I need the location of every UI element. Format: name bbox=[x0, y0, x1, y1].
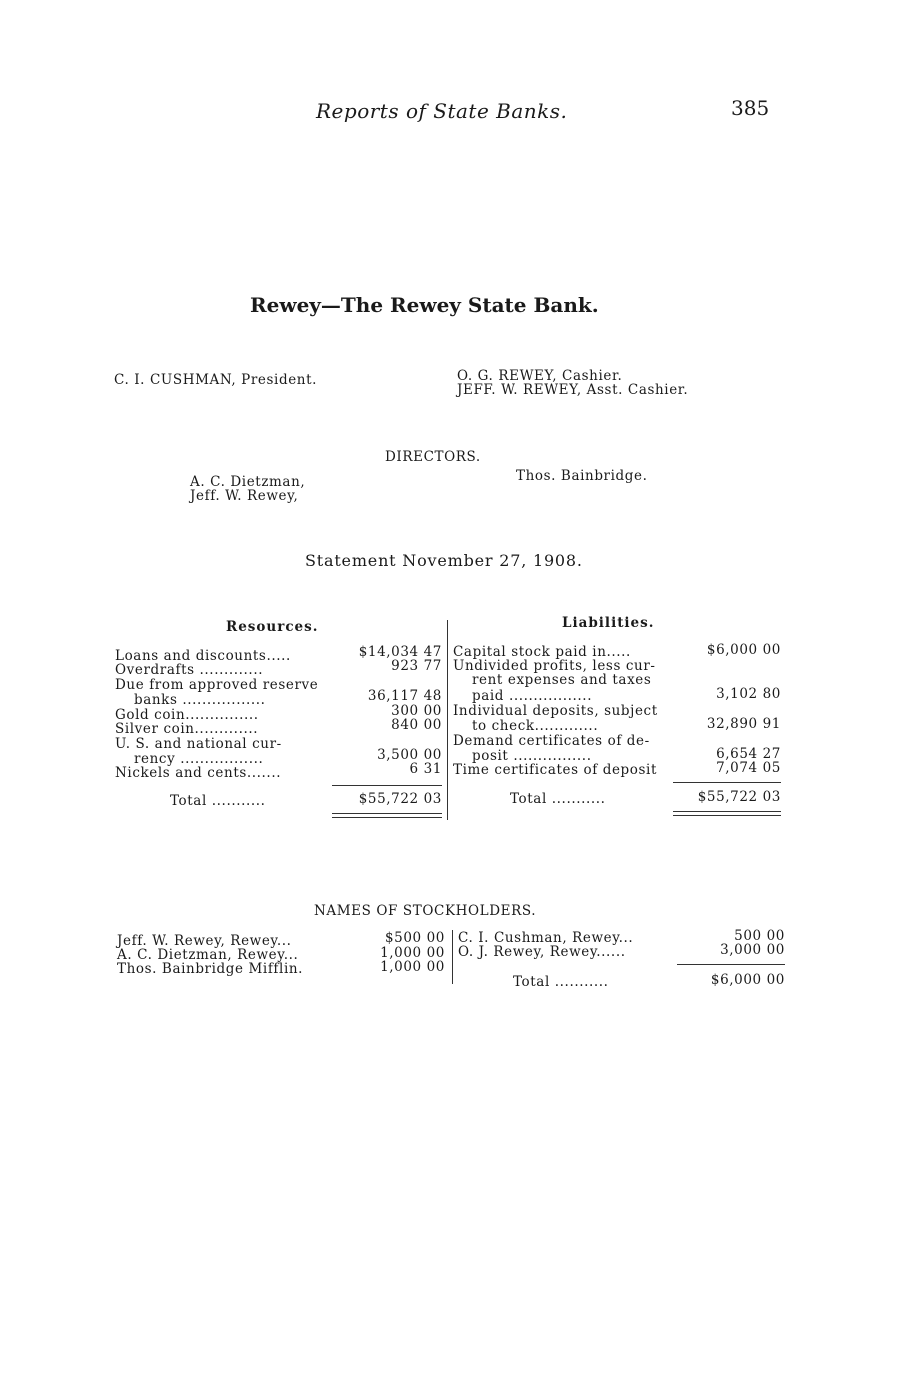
stockholder-name: Thos. Bainbridge Mifflin. bbox=[117, 961, 304, 977]
resource-amount: 36,117 48 bbox=[367, 688, 442, 704]
resource-label: banks ................. bbox=[134, 692, 266, 708]
liability-label: Demand certificates of de- bbox=[453, 733, 650, 749]
resource-amount: 840 00 bbox=[391, 717, 442, 733]
asst-cashier-line: JEFF. W. REWEY, Asst. Cashier. bbox=[457, 382, 689, 398]
director-name: Thos. Bainbridge. bbox=[516, 468, 648, 484]
liability-amount: 7,074 05 bbox=[716, 760, 781, 776]
stockholder-name: Jeff. W. Rewey, Rewey... bbox=[117, 933, 292, 949]
stockholders-subtotal-rule bbox=[677, 964, 785, 965]
director-name: A. C. Dietzman, bbox=[190, 474, 306, 490]
total-double-rule bbox=[673, 811, 781, 812]
stockholder-name: C. I. Cushman, Rewey... bbox=[458, 930, 634, 946]
liability-amount: 32,890 91 bbox=[706, 716, 781, 732]
stockholders-total-label: Total ........... bbox=[513, 974, 609, 990]
resource-label: Gold coin............... bbox=[115, 707, 259, 723]
resource-label: Due from approved reserve bbox=[115, 677, 319, 693]
director-name: Jeff. W. Rewey, bbox=[190, 488, 299, 504]
liability-label: Time certificates of deposit bbox=[453, 762, 657, 778]
total-double-rule bbox=[673, 815, 781, 816]
stockholder-amount: 3,000 00 bbox=[720, 942, 785, 958]
total-double-rule bbox=[332, 817, 442, 818]
liability-label: Individual deposits, subject bbox=[453, 703, 658, 719]
subtotal-rule bbox=[332, 785, 442, 786]
liability-label: rent expenses and taxes bbox=[472, 672, 652, 688]
total-double-rule bbox=[332, 813, 442, 814]
resource-label: Silver coin............. bbox=[115, 721, 259, 737]
liability-label: Capital stock paid in..... bbox=[453, 644, 631, 660]
subtotal-rule bbox=[673, 782, 781, 783]
running-title: Reports of State Banks. bbox=[316, 99, 568, 123]
stockholders-total-amount: $6,000 00 bbox=[710, 972, 785, 988]
cashier-line: O. G. REWEY, Cashier. bbox=[457, 368, 623, 384]
resource-amount: 6 31 bbox=[409, 761, 442, 777]
resource-label: rency ................. bbox=[134, 751, 264, 767]
liabilities-heading: Liabilities. bbox=[562, 615, 655, 631]
statement-heading: Statement November 27, 1908. bbox=[305, 551, 583, 570]
resource-amount: 923 77 bbox=[391, 658, 442, 674]
liability-label: paid ................. bbox=[472, 688, 593, 704]
resource-label: Overdrafts ............. bbox=[115, 662, 264, 678]
stockholder-amount: 1,000 00 bbox=[380, 945, 445, 961]
liability-label: posit ................ bbox=[472, 748, 592, 764]
stockholders-heading: NAMES OF STOCKHOLDERS. bbox=[314, 903, 537, 919]
liabilities-total-label: Total ........... bbox=[510, 791, 606, 807]
liability-label: Undivided profits, less cur- bbox=[453, 658, 656, 674]
bank-title: Rewey—The Rewey State Bank. bbox=[250, 293, 599, 317]
liability-amount: 3,102 80 bbox=[716, 686, 781, 702]
stockholder-name: A. C. Dietzman, Rewey... bbox=[117, 947, 299, 963]
liability-label: to check............. bbox=[472, 718, 599, 734]
liability-amount: 6,654 27 bbox=[716, 746, 781, 762]
directors-heading: DIRECTORS. bbox=[385, 449, 481, 465]
stockholder-amount: 500 00 bbox=[734, 928, 785, 944]
resources-total-amount: $55,722 03 bbox=[358, 791, 442, 807]
resource-label: Loans and discounts..... bbox=[115, 648, 291, 664]
resources-total-label: Total ........... bbox=[170, 793, 266, 809]
resource-amount: 3,500 00 bbox=[377, 747, 442, 763]
president-line: C. I. CUSHMAN, President. bbox=[114, 372, 317, 388]
liability-amount: $6,000 00 bbox=[706, 642, 781, 658]
resource-label: Nickels and cents....... bbox=[115, 765, 282, 781]
resource-amount: 300 00 bbox=[391, 703, 442, 719]
resource-amount: $14,034 47 bbox=[358, 644, 442, 660]
resources-heading: Resources. bbox=[226, 619, 319, 635]
column-divider bbox=[447, 620, 448, 820]
page-number: 385 bbox=[731, 96, 770, 120]
liabilities-total-amount: $55,722 03 bbox=[697, 789, 781, 805]
stockholder-name: O. J. Rewey, Rewey...... bbox=[458, 944, 626, 960]
resource-label: U. S. and national cur- bbox=[115, 736, 282, 752]
stockholders-divider bbox=[452, 930, 453, 984]
stockholder-amount: $500 00 bbox=[384, 930, 445, 946]
stockholder-amount: 1,000 00 bbox=[380, 959, 445, 975]
